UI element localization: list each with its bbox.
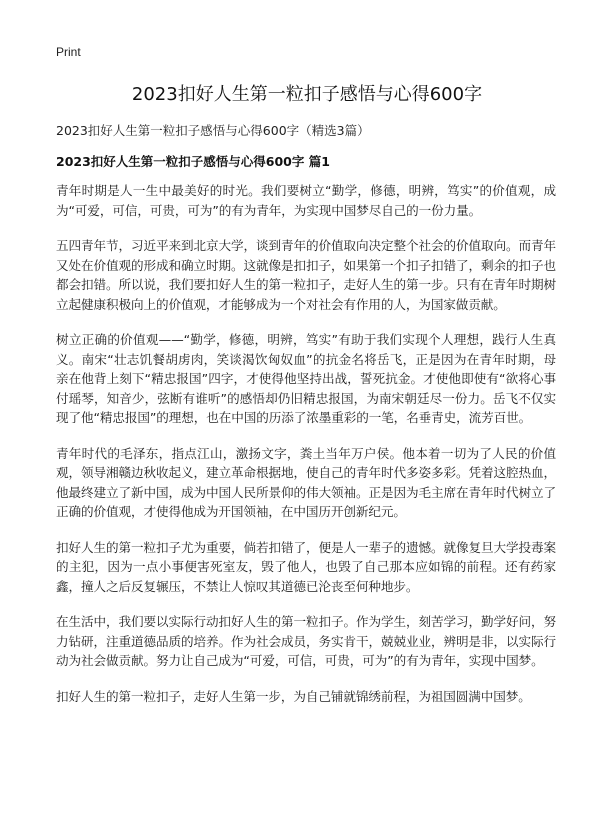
print-link[interactable]: Print xyxy=(56,45,81,59)
article-body xyxy=(56,181,556,722)
paragraph: 五四青年节，习近平来到北京大学，谈到青年的价值取向决定整个社会的价值取向。而青年又处在价值观的形成和确立时期。这就像是扣扣子，如果第一个扣子扣错了，剩余的扣子也都会扣错。所以说，我们要扣好人生的第一粒扣子，走好人生的第一步。只有在青年时期树立起健康积极向上的价值观，才能够成为一个对社会有作用的人，为国家做贡献。 xyxy=(56,238,556,312)
document-title: 2023扣好人生第一粒扣子感悟与心得600字 xyxy=(131,84,483,105)
paragraph: 扣好人生的第一粒扣子尤为重要，倘若扣错了，便是人一辈子的遗憾。就像复旦大学投毒案的主犯，因为一点小事便害死室友，毁了他人，也毁了自己那本应如锦的前程。还有药家鑫，撞人之后反复辗压，不禁让人惊叹其道德已沦丧至何种地步。 xyxy=(56,539,556,594)
section-heading: 2023扣好人生第一粒扣子感悟与心得600字 篇1 xyxy=(56,154,330,169)
paragraph: 青年时代的毛泽东，指点江山，激扬文字，粪土当年万户侯。他本着一切为了人民的价值观，领导湘赣边秋收起义，建立革命根据地，使自己的青年时代多姿多彩。凭着这腔热血，他最终建立了新中国，成为中国人民所景仰的伟大领袖。正是因为毛主席在青年时代树立了正确的价值观，才使得他成为开国领袖，在中国历开创新纪元。 xyxy=(56,445,556,519)
document-subtitle: 2023扣好人生第一粒扣子感悟与心得600字（精选3篇） xyxy=(56,123,370,138)
paragraph: 青年时期是人一生中最美好的时光。我们要树立“勤学，修德，明辨，笃实”的价值观，成为“可爱，可信，可贵，可为”的有为青年，为实现中国梦尽自己的一份力量。 xyxy=(56,183,556,218)
paragraph: 在生活中，我们要以实际行动扣好人生的第一粒扣子。作为学生，刻苦学习，勤学好问，努力钻研，注重道德品质的培养。作为社会成员，务实肯干，兢兢业业，辨明是非，以实际行动为社会做贡献。努力让自己成为“可爱，可信，可贵，可为”的有为青年，实现中国梦。 xyxy=(56,614,556,668)
paragraph: 扣好人生的第一粒扣子，走好人生第一步，为自己铺就锦绣前程，为祖国圆满中国梦。 xyxy=(56,688,531,704)
paragraph: 树立正确的价值观——“勤学，修德，明辨，笃实”有助于我们实现个人理想，践行人生真义。南宋“壮志饥餐胡虏肉，笑谈渴饮匈奴血”的抗金名将岳飞，正是因为在青年时期，母亲在他背上刻下“精忠报国”四字，才使得他坚持出战，誓死抗金。才使他即使有“欲将心事付瑶琴，知音少，弦断有谁听”的感悟却仍旧精忠报国，为南宋朝廷尽一份力。岳飞不仅实现了他“精忠报国”的理想，也在中国的历添了浓墨重彩的一笔，名垂青史，流芳百世。 xyxy=(56,332,556,425)
